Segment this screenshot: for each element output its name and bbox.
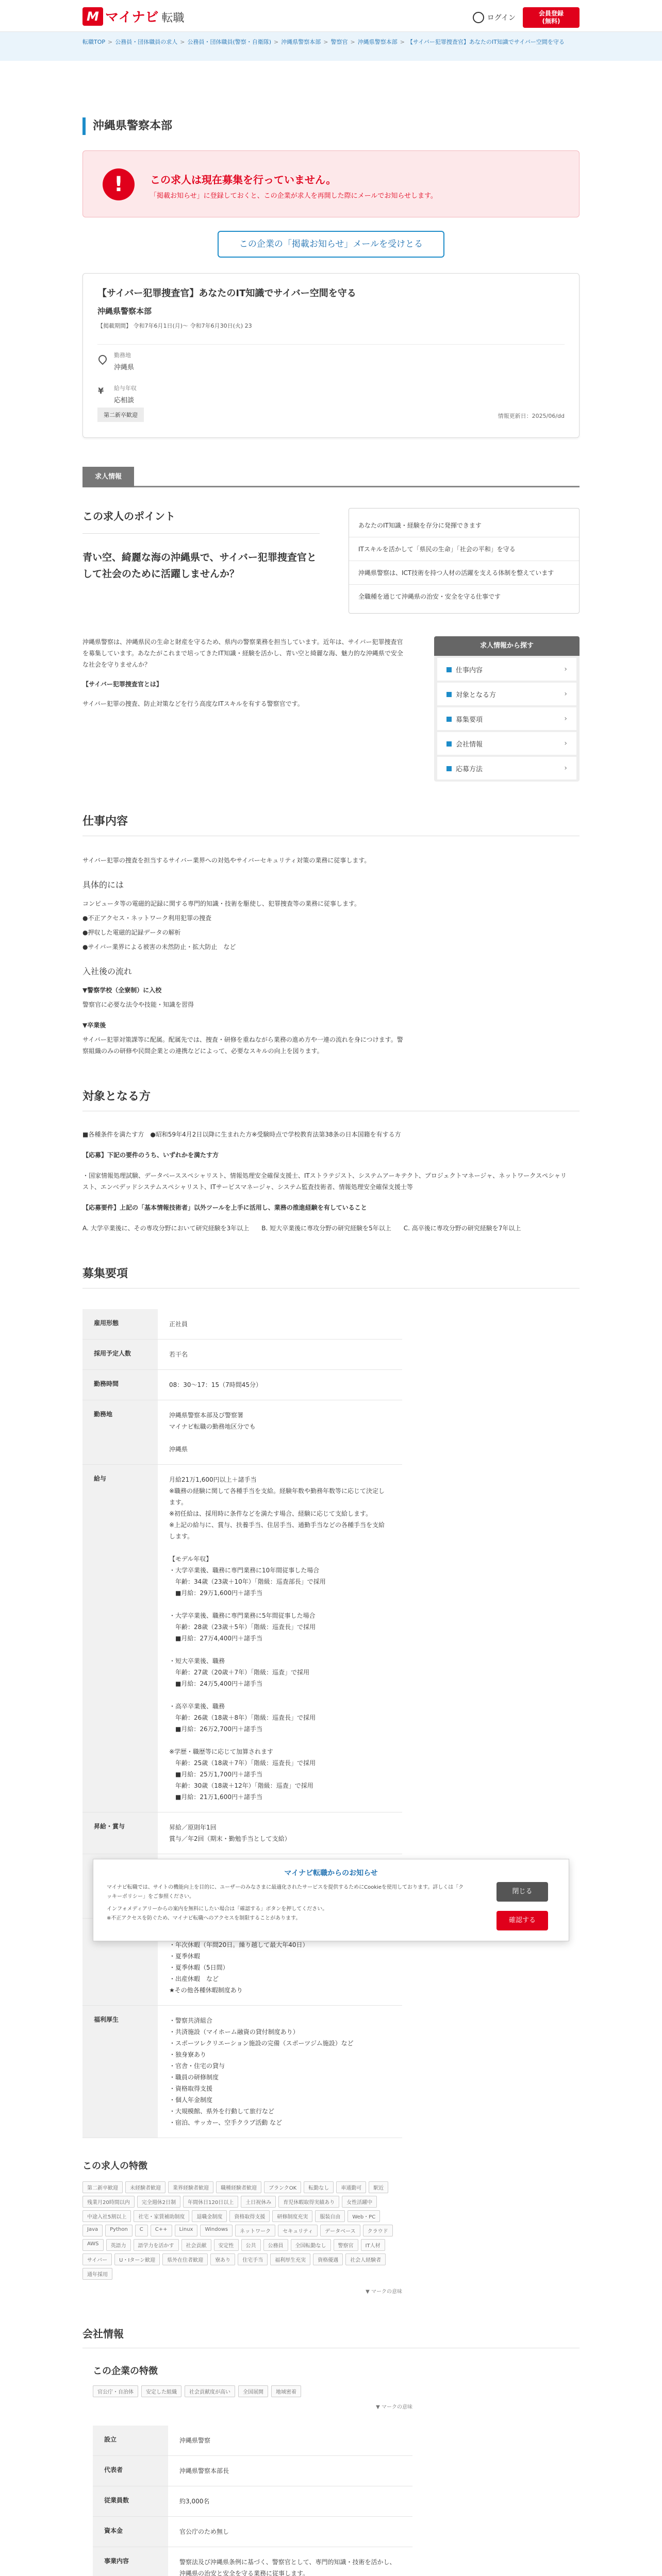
feature-tag: 未経験者歓迎 — [125, 2181, 166, 2193]
target-paragraph: A. 大学卒業後に、その専攻分野において研究経験を3年以上 B. 短大卒業後に専攻分野の研究経験を5年以上 C. 高卒後に専攻分野の研究経験を7年以上 — [82, 1225, 521, 1232]
job-summary-card — [82, 273, 580, 438]
points-heading: この求人のポイント — [82, 510, 175, 522]
assign-title: ▼卒業後 — [82, 1022, 106, 1029]
menu-bullet-icon — [446, 766, 452, 771]
notify-mail-button[interactable]: この企業の「掲載お知らせ」メールを受けとる — [218, 231, 444, 258]
requirements-row — [82, 1309, 402, 1340]
table-label: 給与 — [82, 1465, 158, 1812]
side-menu-label: 募集要項 — [456, 716, 483, 724]
target-paragraph: ■各種条件を満たす方 ●昭和59年4月2日以降に生まれた方※受験時点で学校教育法第38条の日本国籍を有する方 — [82, 1131, 401, 1138]
target-paragraph: ・国家情報処理試験、データベーススペシャリスト、情報処理安全確保支援士、ITストラテジスト、システムアーキテクト、プロジェクトマネージャ、ネットワークスペシャリスト、エンベデッドシステムスペシャリスト、ITサービスマネージャ、システム監査技術者、情報処理安全確保支援士等 — [82, 1172, 567, 1191]
features-title: この求人の特徴 — [82, 2161, 147, 2172]
table-label: 従業員数 — [93, 2486, 168, 2517]
feature-tag: 安定性 — [214, 2239, 239, 2251]
work-detail-heading: 具体的には — [82, 880, 124, 890]
cookie-banner — [93, 1859, 569, 1941]
company-table — [93, 2426, 412, 2576]
cookie-close-button[interactable]: 閉じる — [496, 1882, 548, 1902]
salary-label: 給与年収 — [114, 385, 137, 392]
job-company: 沖縄県警察本部 — [97, 307, 152, 316]
flow-text: 警察官に必要な法令や技能・知識を習得 — [82, 1001, 194, 1008]
requirements-row — [82, 1370, 402, 1400]
chevron-right-icon: › — [564, 665, 567, 673]
table-label: 昇給・賞与 — [82, 1812, 158, 1854]
feature-tag: 残業月20時間以内 — [82, 2196, 135, 2208]
feature-tag: IT人材 — [361, 2239, 385, 2251]
logo-mark: M — [82, 7, 103, 26]
alert-title: この求人は現在募集を行っていません。 — [150, 174, 337, 186]
feature-tag: 女性活躍中 — [342, 2196, 377, 2208]
feature-tag: 車通勤可 — [336, 2181, 366, 2193]
table-value: ・警察共済組合 ・共済施設（マイホーム融資の貸付制度あり） ・スポーツレクリエーション施設の完備（スポーツジム施設）など ・独身寮あり ・官舎・住宅の貸与 ・職員の研修制度 ・資格取得支援 ・個人年金制度 ・大規模館、県外を行動して旅行など ・宿泊、サッカー、空手クラブ活動 など — [158, 2006, 402, 2138]
feature-tag: 県外在住者歓迎 — [162, 2253, 208, 2265]
table-value: ・年次休暇（年間20日。繰り越して最大年40日） ・夏季休暇 ・夏季休暇（5日間） ・出産休暇 など ★その他各種休暇制度あり — [158, 1919, 402, 2006]
intro-paragraph: 【サイバー犯罪捜査官とは】 — [82, 681, 162, 688]
breadcrumb-link[interactable]: 公務員・団体職員の求人 — [115, 39, 178, 45]
alert-icon: ! — [103, 168, 135, 200]
requirements-row — [82, 1812, 402, 1854]
register-button[interactable] — [523, 7, 580, 28]
breadcrumb-link[interactable]: 沖縄県警察本部 — [357, 39, 398, 45]
location-row — [97, 345, 565, 378]
feature-tag: 語学力を活かす — [134, 2239, 179, 2251]
point-item: ITスキルを活かして「県民の生命」「社会の平和」を守る — [349, 537, 579, 561]
menu-bullet-icon — [446, 692, 452, 697]
feature-tag: 職種経験者歓迎 — [216, 2181, 261, 2193]
requirements-row — [82, 1340, 402, 1370]
register-button-label: 会員登録 — [538, 10, 564, 17]
feature-tag: 転勤なし — [304, 2181, 334, 2193]
assign-text: サイバー犯罪対策課等に配属。配属先では、捜査・研修を重ねながら業務の進め方や一連の流れを身につけます。警察組織のみの研修や民間企業との連携などによって、必要なスキルの向上を図ります。 — [82, 1036, 403, 1055]
company-tag: 社会貢献度が高い — [185, 2385, 235, 2397]
point-item: 全職種を通じて沖縄県の治安・安全を守る仕事です — [358, 593, 501, 600]
job-intro — [82, 636, 407, 782]
feature-tag: 服装自由 — [315, 2210, 345, 2222]
side-menu-item[interactable] — [437, 658, 576, 681]
feature-tag: C — [135, 2225, 148, 2236]
feature-tag: 住宅手当 — [238, 2253, 268, 2265]
table-value: 警察法及び沖縄県条例に基づく、警察官として、専門的知識・技術を活かし、沖縄県の治安と安全を守る業務に従事します。 — [168, 2547, 412, 2576]
feature-tag: 社会貢献 — [181, 2239, 211, 2251]
side-menu-label: 会社情報 — [456, 740, 483, 749]
job-title: 【サイバー犯罪捜査官】あなたのIT知識でサイバー空間を守る — [97, 288, 356, 299]
closed-alert — [82, 150, 580, 217]
company-tag: 官公庁・自治体 — [93, 2385, 138, 2397]
logo-sub-text: 転職 — [161, 12, 185, 25]
feature-tags — [82, 2181, 402, 2280]
feature-tag: クラウド — [363, 2225, 393, 2236]
company-note[interactable]: ▼ マークの意味 — [376, 2404, 412, 2410]
feature-tag: 社会人経験者 — [345, 2253, 386, 2265]
location-value: 沖縄県 — [114, 364, 135, 371]
feature-tag: 退職金制度 — [192, 2210, 227, 2222]
target-paragraph: 【応募】下記の要件のうち、いずれかを満たす方 — [82, 1151, 219, 1159]
breadcrumb-separator: > — [323, 39, 328, 45]
register-button-sub: (無料) — [542, 18, 560, 25]
table-value: 昇給／原則年1回 賞与／年2回（期末・勤勉手当として支給） — [158, 1812, 402, 1854]
feature-tag: 業界経験者歓迎 — [168, 2181, 213, 2193]
breadcrumb-link[interactable]: 警察官 — [330, 39, 348, 45]
login-link[interactable] — [473, 12, 516, 23]
breadcrumb-separator: > — [108, 39, 113, 45]
page-title: 沖縄県警察本部 — [82, 117, 580, 135]
feature-tag: 年間休日120日以上 — [183, 2196, 238, 2208]
company-tag: 地域密着 — [271, 2385, 301, 2397]
point-item: 沖縄県警察は、ICT技術を持つ人材の活躍を支える体制を整えています — [349, 561, 579, 585]
breadcrumb-separator: > — [180, 39, 185, 45]
target-body — [82, 1129, 572, 1234]
intro-paragraph: サイバー犯罪の捜査、防止対策などを行う高度なITスキルを有する警察官です。 — [82, 700, 304, 707]
chevron-right-icon: › — [564, 690, 567, 698]
table-value: 月給21万1,600円以上＋諸手当 ※職務の経験に関して各種手当を支給。経験年数や勤務年数等に応じて決定します。 ※初任給は、採用時に条件などを満たす場合、経験に応じて支給します。 ※上記の給与に、賞与、扶養手当、住居手当、通勤手当などの各種手当を支給します。 【モデル年収】 ・大学卒業後、職務に専門業務に10年間従事した場合 年齢：34歳（23歳＋10年）「階級：巡査部長」で採用 ■月給：29万1,600円＋諸手当 ・大学卒業後、職務に専門業務に5年間従事した場合 年齢：28歳（23歳＋5年）「階級：巡査長」で採用 ■月給：27万4,400円＋諸手当 ・短大卒業後、職務 年齢：27歳（20歳＋7年）「階級：巡査」で採用 ■月給：24万5,400円＋諸手当 ・高卒卒業後、職務 年齢：26歳（18歳＋8年）「階級：巡査長」で採用 ■月給：26万2,700円＋諸手当 ※学歴・職歴等に応じて加算されます 年齢：25歳（18歳＋7年）「階級：巡査長」で採用 ■月給：25万1,700円＋諸手当 年齢：30歳（18歳＋12年）「階級：巡査」で採用 ■月給：21万1,600円＋諸手当 — [158, 1465, 402, 1812]
breadcrumb-separator: > — [350, 39, 355, 45]
feature-tag: 公務員 — [263, 2239, 288, 2251]
breadcrumb — [0, 32, 662, 61]
feature-tag: ブランクOK — [264, 2181, 301, 2193]
feature-tag: セキュリティ — [278, 2225, 318, 2236]
table-label: 代表者 — [93, 2456, 168, 2486]
job-info — [97, 344, 565, 411]
table-label: 福利厚生 — [82, 2006, 158, 2138]
breadcrumb-link[interactable]: 【サイバー犯罪捜査官】あなたのIT知識でサイバー空間を守る — [407, 39, 565, 45]
requirements-title: 募集要項 — [82, 1265, 580, 1289]
breadcrumb-separator: > — [274, 39, 279, 45]
company-row — [93, 2486, 412, 2517]
chevron-right-icon: › — [564, 764, 567, 772]
work-line: ●不正アクセス・ネットワーク利用犯罪の捜査 — [82, 914, 212, 922]
work-line: コンピュータ等の電磁的記録に関する専門的知識・技術を駆使し、犯罪捜査等の業務に従事します。 — [82, 900, 361, 907]
table-value: 08：30〜17：15（7時間45分） — [158, 1370, 402, 1400]
requirements-row — [82, 1465, 402, 1812]
table-label: 事業内容 — [93, 2547, 168, 2576]
table-value: 沖縄県警察本部長 — [168, 2456, 412, 2486]
side-menu-item[interactable] — [437, 732, 576, 755]
job-updated: 情報更新日：2025/06/dd — [498, 413, 565, 419]
work-line: ●押収した電磁的記録データの解析 — [82, 929, 181, 936]
side-menu-item[interactable] — [437, 683, 576, 705]
points-list — [349, 508, 580, 614]
feature-tag: サイバー — [82, 2253, 112, 2265]
table-value: 正社員 — [158, 1309, 402, 1340]
feature-tag: Java — [82, 2225, 103, 2236]
target-paragraph: 【応募要件】上記の「基本情報技術者」以外ツールを上手に活用し、業務の推進経験を有していること — [82, 1204, 367, 1211]
feature-tag: 警察官 — [334, 2239, 358, 2251]
cookie-confirm-button[interactable]: 確認する — [496, 1911, 548, 1930]
feature-tag: 第二新卒歓迎 — [82, 2181, 123, 2193]
chevron-right-icon: › — [564, 715, 567, 723]
company-row — [93, 2456, 412, 2486]
feature-tag: 資格優遇 — [313, 2253, 343, 2265]
feature-tag: 駅近 — [369, 2181, 388, 2193]
breadcrumb-link[interactable]: 沖縄県警察本部 — [281, 39, 321, 45]
cookie-title: マイナビ転職からのお知らせ — [284, 1869, 378, 1877]
requirements-row — [82, 2006, 402, 2138]
side-menu-label: 対象となる方 — [456, 691, 496, 699]
side-menu-title: 求人情報から探す — [434, 636, 580, 656]
table-label: 採用予定人数 — [82, 1340, 158, 1370]
feature-tag: Web・PC — [347, 2210, 380, 2222]
company-row — [93, 2517, 412, 2547]
site-header — [0, 0, 662, 32]
site-logo[interactable] — [82, 7, 185, 26]
company-tag: 全国展開 — [238, 2385, 268, 2397]
work-title: 仕事内容 — [82, 812, 580, 836]
table-label: 設立 — [93, 2426, 168, 2456]
requirements-table — [82, 1309, 402, 2138]
user-icon — [473, 12, 484, 23]
cookie-text-3: ※不正アクセスを防ぐため、マイナビ転職へのアクセスを制限することがあります。 — [107, 1916, 301, 1921]
logo-text — [105, 7, 185, 26]
feature-tag: U・Iターン歓迎 — [114, 2253, 160, 2265]
points-text: 青い空、綺麗な海の沖縄県で、サイバー犯罪捜査官として社会のために活躍しませんか？ — [82, 552, 317, 580]
requirements-row — [82, 1400, 402, 1465]
location-pin-icon — [97, 355, 106, 365]
company-row — [93, 2547, 412, 2576]
work-lead: サイバー犯罪の捜査を担当するサイバー業界への対処やサイバーセキュリティ対策の業務に従事します。 — [82, 857, 371, 864]
feature-tag: 社宅・家賃補助制度 — [134, 2210, 189, 2222]
feature-tag: AWS — [82, 2239, 104, 2251]
feature-note[interactable]: ▼ マークの意味 — [366, 2289, 402, 2295]
location-label: 勤務地 — [114, 352, 131, 359]
target-title: 対象となる方 — [82, 1088, 580, 1111]
login-label: ログイン — [487, 14, 516, 22]
table-label: 勤務時間 — [82, 1370, 158, 1400]
menu-bullet-icon — [446, 667, 452, 672]
chevron-right-icon: › — [564, 739, 567, 748]
table-value: 官公庁のため無し — [168, 2517, 412, 2547]
cookie-text-2: インフォメディアリーからの案内を無料にしたい場合は「確認する」ボタンを押してください。 — [107, 1906, 328, 1912]
feature-tag: Windows — [200, 2225, 233, 2236]
work-line: ●サイバー業界による被害の未然防止・拡大防止 など — [82, 943, 236, 951]
table-value: 沖縄県警察本部及び警察署 マイナビ転職の勤務地区分でも 沖縄県 — [158, 1400, 402, 1465]
yen-icon — [97, 388, 106, 398]
company-tags — [93, 2385, 580, 2397]
table-value: 沖縄県警察 — [168, 2426, 412, 2456]
point-item: あなたのIT知識・経験を存分に発揮できます — [349, 514, 579, 537]
job-tag: 第二新卒歓迎 — [97, 408, 144, 422]
feature-tag: 福利厚生充実 — [270, 2253, 310, 2265]
table-value: 若干名 — [158, 1340, 402, 1370]
feature-tag: 完全週休2日制 — [137, 2196, 180, 2208]
work-flow-heading: 入社後の流れ — [82, 967, 133, 976]
job-points — [82, 508, 580, 614]
feature-tag: ネットワーク — [235, 2225, 275, 2236]
tab-job-info[interactable]: 求人情報 — [82, 467, 134, 487]
feature-tag: 全国転勤なし — [291, 2239, 331, 2251]
menu-bullet-icon — [446, 717, 452, 722]
breadcrumb-link[interactable]: 転職TOP — [82, 39, 106, 45]
breadcrumb-link[interactable]: 公務員・団体職員(警察・自衛隊) — [187, 39, 272, 45]
salary-row — [97, 378, 565, 411]
company-tag: 安定した組織 — [141, 2385, 181, 2397]
feature-tag: 育児休暇取得実績あり — [278, 2196, 339, 2208]
company-info-title: 会社情報 — [82, 2326, 580, 2348]
alert-subtitle: 「掲載お知らせ」に登録しておくと、この企業が求人を再開した際にメールでお知らせします。 — [150, 192, 437, 200]
tabs-bar — [82, 467, 580, 487]
table-label: 資本金 — [93, 2517, 168, 2547]
feature-tag: 公共 — [241, 2239, 261, 2251]
flow-title: ▼警察学校（全寮制）に入校 — [82, 987, 162, 994]
feature-tag: 寮あり — [210, 2253, 235, 2265]
feature-tag: 資格取得支援 — [229, 2210, 270, 2222]
feature-tag: Python — [105, 2225, 133, 2236]
work-body — [82, 855, 407, 1057]
side-menu-label: 仕事内容 — [456, 666, 483, 674]
feature-tag: 通年採用 — [82, 2268, 112, 2280]
company-row — [93, 2426, 412, 2456]
feature-tag: 研修制度充実 — [272, 2210, 312, 2222]
table-label: 勤務地 — [82, 1400, 158, 1465]
feature-tag: C++ — [151, 2225, 172, 2236]
feature-tag: Linux — [175, 2225, 198, 2236]
side-menu-label: 応募方法 — [456, 765, 483, 773]
side-menu — [434, 636, 580, 782]
table-value: 約3,000名 — [168, 2486, 412, 2517]
menu-bullet-icon — [446, 741, 452, 747]
feature-tag: データベース — [320, 2225, 360, 2236]
feature-tag: 土日祝休み — [241, 2196, 276, 2208]
table-label: 雇用形態 — [82, 1309, 158, 1340]
feature-tag: 英語力 — [106, 2239, 131, 2251]
side-menu-item[interactable] — [437, 757, 576, 779]
cookie-text — [107, 1883, 468, 1923]
breadcrumb-separator: > — [400, 39, 405, 45]
company-features-title: この企業の特徴 — [93, 2366, 158, 2377]
side-menu-item[interactable] — [437, 707, 576, 730]
logo-main-text: マイナビ — [105, 10, 159, 25]
intro-paragraph: 沖縄県警察は、沖縄県民の生命と財産を守るため、県内の警察業務を担当しています。近年は、サイバー犯罪捜査官を募集しています。あなたがこれまで培ってきたIT知識・経験を活かし、青い空と綺麗な海、魅力的な沖縄県で安全な社会を守りませんか？ — [82, 638, 403, 668]
feature-tag: 中途入社5割以上 — [82, 2210, 131, 2222]
job-period: 【掲載期間】 令和7年6月1日(月)〜 令和7年6月30日(火) 23 — [97, 323, 252, 329]
salary-value: 応相談 — [114, 397, 135, 404]
cookie-text-1: マイナビ転職では、サイトの機能向上を目的に、ユーザーのみなさまに最適化されたサービスを提供するためにCookieを使用しております。詳しくは「クッキーポリシー」をご参照ください。 — [107, 1885, 464, 1900]
